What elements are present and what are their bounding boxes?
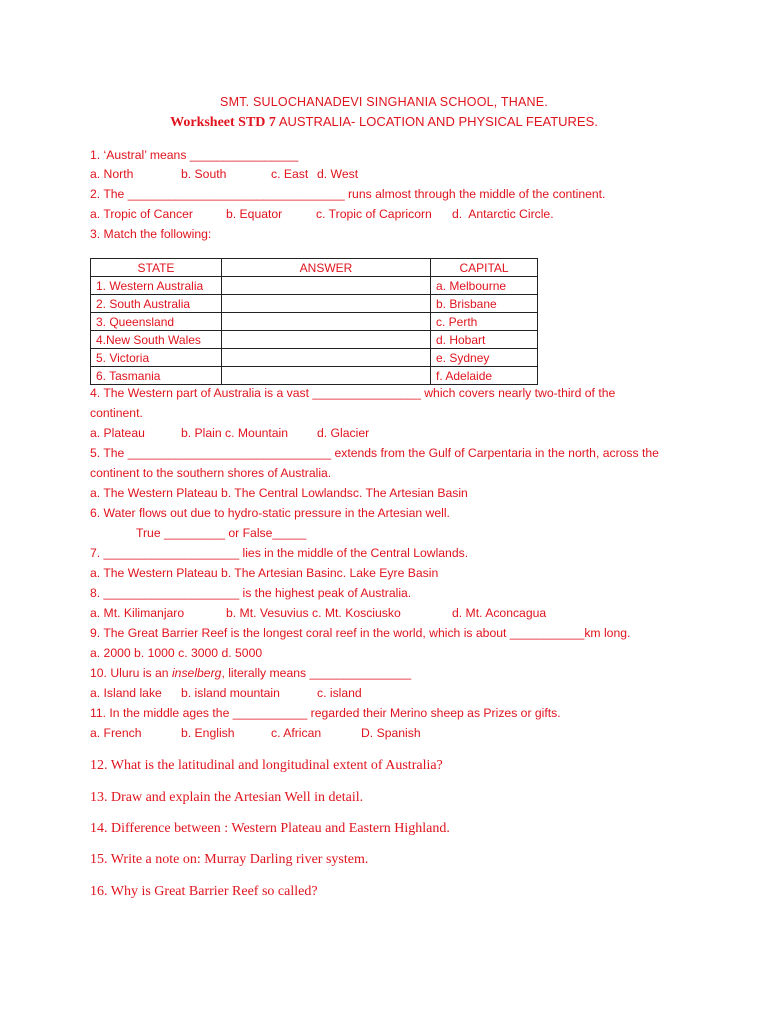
q1-option-c: c. East [271,167,309,181]
question-5-continued: continent to the southern shores of Australia. [90,466,332,480]
q2-option-b: b. Equator [226,207,283,221]
question-15: 15. Write a note on: Murray Darling river system. [90,852,369,867]
q4-option-bc: b. Plain c. Mountain [181,426,289,440]
school-name: SMT. SULOCHANADEVI SINGHANIA SCHOOL, THANE. [220,95,548,109]
q7-options: a. The Western Plateau b. The Artesian Basinc. Lake Eyre Basin [90,566,439,580]
q10-option-c: c. island [317,686,362,700]
question-5: 5. The ______________________________ extends from the Gulf of Carpentaria in the north, across the [90,446,659,460]
question-2: 2. The ________________________________ runs almost through the middle of the continent. [90,187,606,201]
table-row [91,313,538,331]
worksheet-title [0,114,768,131]
table-row [91,277,538,295]
question-1: 1. ‘Austral’ means ________________ [90,148,299,162]
capital-cell: c. Perth [431,313,538,331]
q4-option-d: d. Glacier [317,426,370,440]
q8-option-a: a. Mt. Kilimanjaro [90,606,185,620]
question-4-continued: continent. [90,406,143,420]
question-13: 13. Draw and explain the Artesian Well in detail. [90,790,364,805]
q10-option-b: b. island mountain [181,686,280,700]
q11-option-b: b. English [181,726,235,740]
worksheet-topic: AUSTRALIA- LOCATION AND PHYSICAL FEATURES. [275,114,598,129]
table-header-row [91,259,538,277]
q1-option-a: a. North [90,167,134,181]
answer-cell[interactable] [222,367,431,385]
q8-option-bc: b. Mt. Vesuvius c. Mt. Kosciusko [226,606,401,620]
question-3: 3. Match the following: [90,227,212,241]
question-7: 7. ____________________ lies in the middle of the Central Lowlands. [90,546,469,560]
question-14: 14. Difference between : Western Plateau and Eastern Highland. [90,821,450,836]
capital-cell: e. Sydney [431,349,538,367]
q5-options: a. The Western Plateau b. The Central Lowlandsc. The Artesian Basin [90,486,468,500]
state-cell: 6. Tasmania [91,367,222,385]
q11-option-d: D. Spanish [361,726,421,740]
table-row [91,295,538,313]
capital-cell: a. Melbourne [431,277,538,295]
table-row [91,367,538,385]
answer-cell[interactable] [222,331,431,349]
question-9: 9. The Great Barrier Reef is the longest coral reef in the world, which is about ___________km long. [90,626,631,640]
capital-cell: d. Hobart [431,331,538,349]
state-cell: 4.New South Wales [91,331,222,349]
q4-option-a: a. Plateau [90,426,145,440]
question-12: 12. What is the latitudinal and longitudinal extent of Australia? [90,758,443,773]
q10-option-a: a. Island lake [90,686,162,700]
q9-options: a. 2000 b. 1000 c. 3000 d. 5000 [90,646,263,660]
table-row [91,331,538,349]
q11-option-c: c. African [271,726,322,740]
capital-cell: b. Brisbane [431,295,538,313]
state-cell: 2. South Australia [91,295,222,313]
header-state: STATE [91,259,222,277]
q10-italic: inselberg [171,666,222,680]
q8-option-d: d. Mt. Aconcagua [452,606,547,620]
q1-option-d: d. West [317,167,359,181]
header-answer: ANSWER [222,259,431,277]
match-table [90,258,538,385]
question-6: 6. Water flows out due to hydro-static pressure in the Artesian well. [90,506,450,520]
answer-cell[interactable] [222,277,431,295]
state-cell: 1. Western Australia [91,277,222,295]
table-row [91,349,538,367]
worksheet-label: Worksheet STD 7 [170,115,276,130]
question-8: 8. ____________________ is the highest peak of Australia. [90,586,412,600]
question-10 [90,666,411,681]
q1-option-b: b. South [181,167,227,181]
header-capital: CAPITAL [431,259,538,277]
q2-option-c: c. Tropic of Capricorn [316,207,432,221]
q6-true-false: True _________ or False_____ [136,526,307,540]
answer-cell[interactable] [222,349,431,367]
q10-post: , literally means _______________ [221,666,412,680]
q10-pre: 10. Uluru is an [90,666,172,680]
capital-cell: f. Adelaide [431,367,538,385]
q11-option-a: a. French [90,726,142,740]
q2-option-a: a. Tropic of Cancer [90,207,193,221]
state-cell: 5. Victoria [91,349,222,367]
question-4: 4. The Western part of Australia is a vast ________________ which covers nearly two-third of the [90,386,616,400]
question-16: 16. Why is Great Barrier Reef so called? [90,884,318,899]
state-cell: 3. Queensland [91,313,222,331]
answer-cell[interactable] [222,295,431,313]
answer-cell[interactable] [222,313,431,331]
question-11: 11. In the middle ages the ___________ regarded their Merino sheep as Prizes or gifts. [90,706,561,720]
q2-option-d: d. Antarctic Circle. [452,207,554,221]
